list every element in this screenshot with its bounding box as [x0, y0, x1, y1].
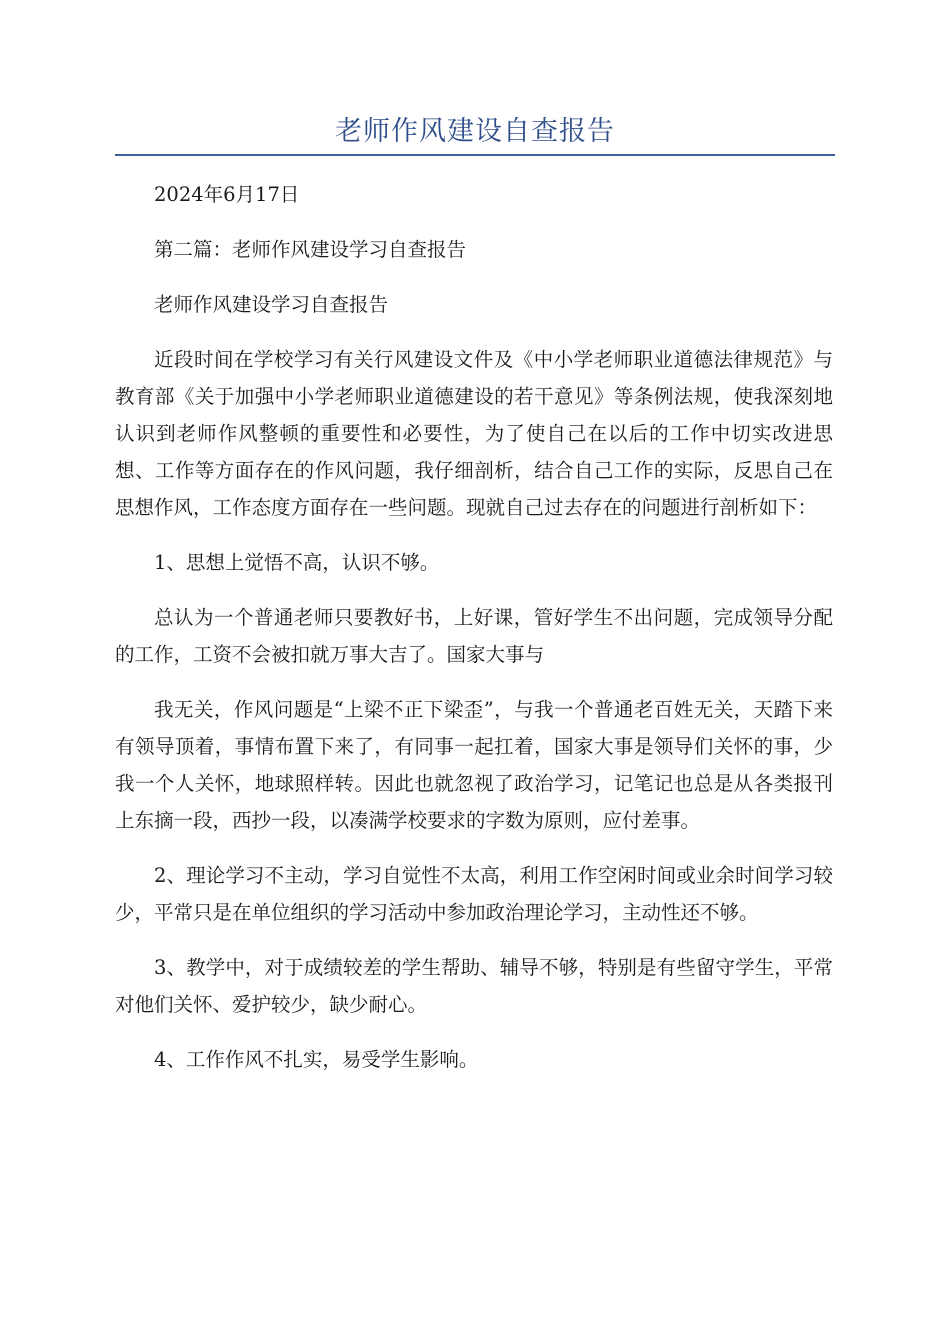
- section-heading: 第二篇：老师作风建设学习自查报告: [154, 238, 467, 261]
- list-item-2: 2、理论学习不主动，学习自觉性不太高，利用工作空闲时间或业余时间学习较少，平常只是在单位组织的学习活动中参加政治理论学习，主动性还不够。: [115, 864, 833, 924]
- document-body: [115, 176, 833, 1096]
- subtitle: 老师作风建设学习自查报告: [154, 293, 389, 316]
- date-line: 2024年6月17日: [154, 183, 300, 206]
- paragraph: 总认为一个普通老师只要教好书，上好课，管好学生不出问题，完成领导分配的工作，工资不会被扣就万事大吉了。国家大事与: [115, 606, 833, 666]
- paragraph: 我无关，作风问题是“上梁不正下梁歪”，与我一个普通老百姓无关，天踏下来有领导顶着，事情布置下来了，有同事一起扛着，国家大事是领导们关怀的事，少我一个人关怀，地球照样转。因此也就忽视了政治学习，记笔记也总是从各类报刊上东摘一段，西抄一段，以凑满学校要求的字数为原则，应付差事。: [115, 698, 833, 832]
- title-divider: [115, 154, 835, 156]
- list-item-4: 4、工作作风不扎实，易受学生影响。: [154, 1048, 479, 1071]
- list-item-3: 3、教学中，对于成绩较差的学生帮助、辅导不够，特别是有些留守学生，平常对他们关怀、爱护较少，缺少耐心。: [115, 956, 833, 1016]
- list-item-1: 1、思想上觉悟不高，认识不够。: [154, 551, 440, 574]
- paragraph: 近段时间在学校学习有关行风建设文件及《中小学老师职业道德法律规范》与教育部《关于加强中小学老师职业道德建设的若干意见》等条例法规，使我深刻地认识到老师作风整顿的重要性和必要性，为了使自己在以后的工作中切实改进思想、工作等方面存在的作风问题，我仔细剖析，结合自己工作的实际，反思自己在思想作风，工作态度方面存在一些问题。现就自己过去存在的问题进行剖析如下：: [115, 348, 833, 519]
- document-title: 老师作风建设自查报告: [335, 116, 615, 147]
